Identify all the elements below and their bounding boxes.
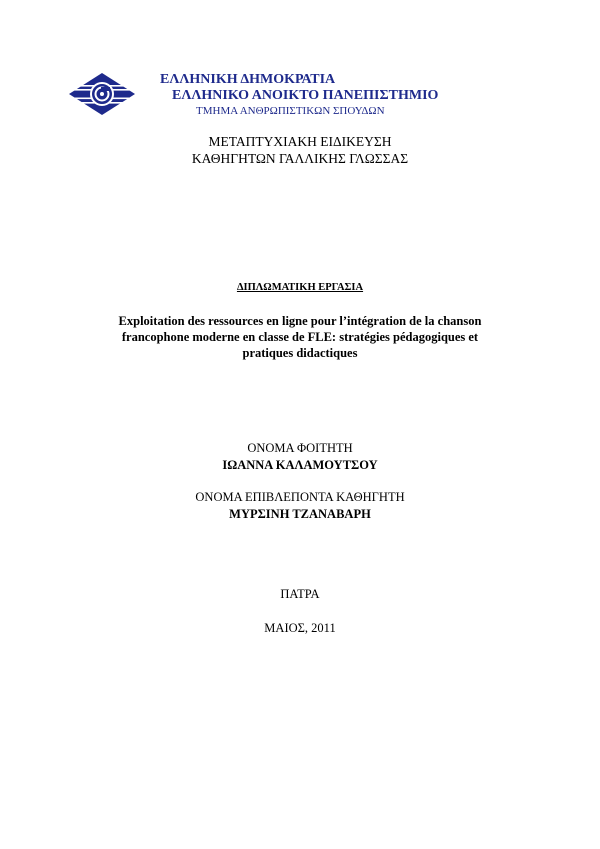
department-heading: ΤΜΗΜΑ ΑΝΘΡΩΠΙΣΤΙΚΩΝ ΣΠΟΥΔΩΝ [196, 105, 385, 117]
thesis-title-line-2: francophone moderne en classe de FLE: stratégies pédagogiques et [121, 330, 479, 344]
program-block [0, 133, 600, 167]
republic-heading: ΕΛΛΗΝΙΚΗ ΔΗΜΟΚΡΑΤΙΑ [160, 72, 336, 87]
student-name: ΙΩΑΝΝΑ ΚΑΛΑΜΟΥΤΣΟΥ [222, 458, 378, 472]
student-label: ΟΝΟΜΑ ΦΟΙΤΗΤΗ [247, 441, 353, 455]
city: ΠΑΤΡΑ [280, 587, 320, 601]
thesis-title [0, 313, 600, 361]
program-line-1: ΜΕΤΑΠΤΥΧΙΑΚΗ ΕΙΔΙΚΕΥΣΗ [208, 134, 392, 149]
thesis-title-line-1: Exploitation des ressources en ligne pour l’intégration de la chanson [118, 314, 482, 328]
date: ΜΑΙΟΣ, 2011 [264, 621, 336, 635]
university-logo-icon [68, 72, 136, 116]
supervisor-label: ΟΝΟΜΑ ΕΠΙΒΛΕΠΟΝΤΑ ΚΑΘΗΓΗΤΗ [195, 490, 405, 504]
thesis-title-line-3: pratiques didactiques [242, 346, 358, 360]
supervisor-name: ΜΥΡΣΙΝΗ ΤΖΑΝΑΒΑΡΗ [229, 507, 371, 521]
thesis-label: ΔΙΠΛΩΜΑΤΙΚΗ ΕΡΓΑΣΙΑ [236, 282, 364, 293]
program-line-2: ΚΑΘΗΓΗΤΩΝ ΓΑΛΛΙΚΗΣ ΓΛΩΣΣΑΣ [191, 151, 409, 166]
university-heading: ΕΛΛΗΝΙΚΟ ΑΝΟΙΚΤΟ ΠΑΝΕΠΙΣΤΗΜΙΟ [172, 88, 439, 103]
